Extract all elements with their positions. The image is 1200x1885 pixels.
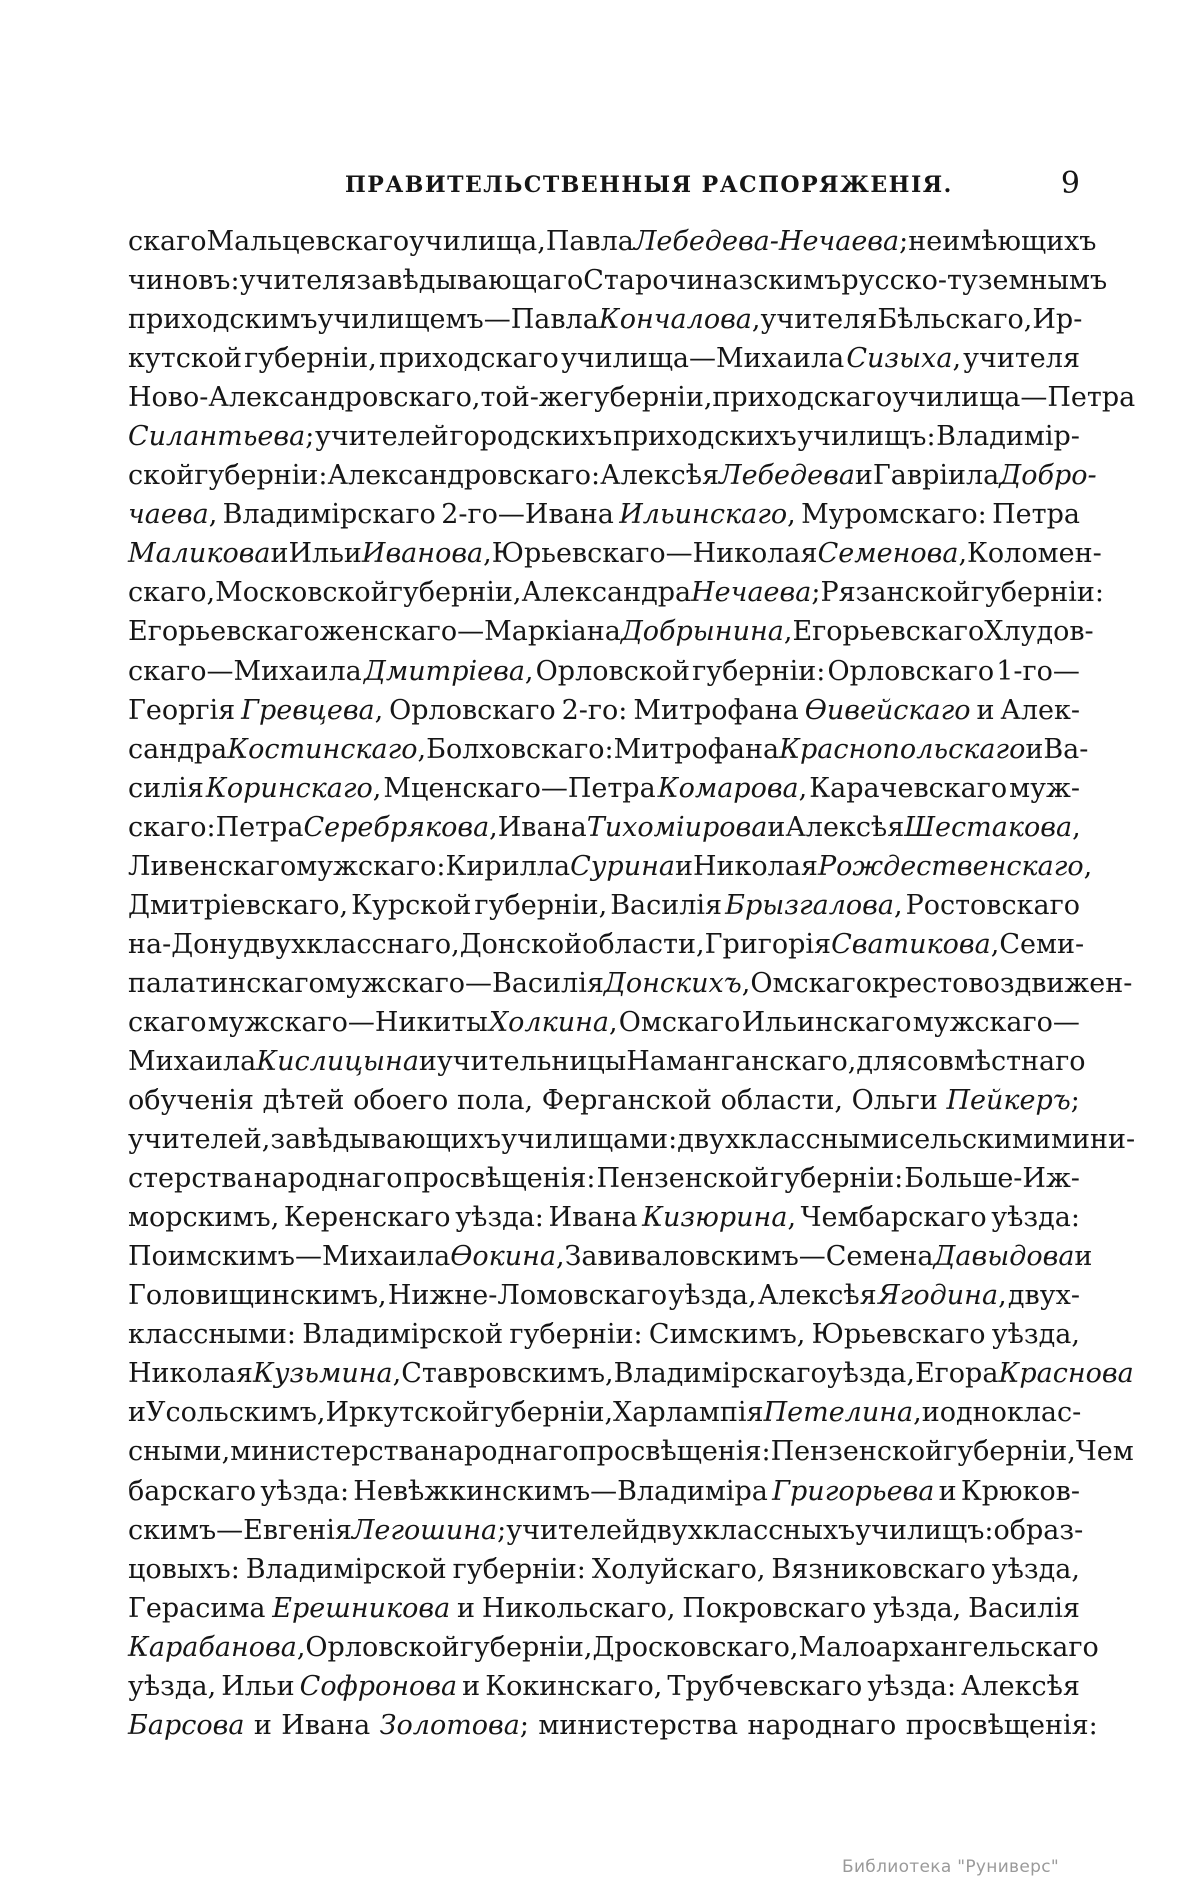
word: Ир- <box>1032 304 1083 336</box>
word: Карабанова, <box>128 1631 306 1663</box>
text-line <box>128 1706 1098 1745</box>
word: Александровскаго: <box>327 460 601 492</box>
word: уѣзда, <box>668 1280 757 1312</box>
word: Егорьевскаго <box>792 616 985 648</box>
word: образ- <box>993 1514 1084 1546</box>
text-line <box>128 1081 1080 1120</box>
word: Гавріила <box>872 460 1000 492</box>
word: обоего <box>353 1085 449 1117</box>
word: приходскимъ <box>128 304 318 336</box>
text-line <box>128 1589 1080 1628</box>
word: Ильинскаго <box>741 1006 912 1038</box>
text-line <box>128 417 1080 456</box>
word: совмѣстнаго <box>907 1045 1086 1077</box>
word: Мценскаго—Петра <box>383 772 656 804</box>
word: морскимъ, <box>128 1202 280 1234</box>
word: Омскаго <box>618 1006 741 1038</box>
word: Софронова <box>299 1670 458 1702</box>
text-line <box>128 495 1080 534</box>
word: Павла <box>545 226 634 257</box>
word: чаева, <box>128 499 218 531</box>
text-line <box>128 1003 1080 1042</box>
word: Өокина, <box>450 1241 565 1273</box>
word: палатинскаго <box>128 967 325 999</box>
word: губерніи, <box>459 1631 593 1663</box>
word: учителя <box>963 343 1080 375</box>
word: Ивана <box>497 811 587 843</box>
text-line <box>128 1198 1080 1237</box>
text-line <box>128 1315 1080 1354</box>
word: Николая <box>693 850 818 882</box>
word: Орловской <box>535 655 690 687</box>
word: Муромскаго: <box>801 499 987 531</box>
word: Кизюрина, <box>642 1202 797 1234</box>
word: Алексѣя <box>757 1280 877 1312</box>
word: крестовоздвижен- <box>871 967 1133 999</box>
word: Ивана <box>281 1709 371 1741</box>
word: губерніи, <box>388 577 522 609</box>
text-line <box>128 730 1089 769</box>
word: Владимірскаго <box>222 499 436 531</box>
text-line <box>128 1472 1080 1511</box>
word: Лебедева-Нечаева; <box>633 226 909 257</box>
word: Добрынина, <box>620 616 793 648</box>
word: губерніи: <box>194 460 328 492</box>
word: Пензенской <box>596 1163 769 1195</box>
word: и <box>767 811 786 843</box>
word: училища—Михаила <box>560 343 845 375</box>
word: губерніи, <box>943 1436 1076 1468</box>
word: скимъ—Евгенія <box>128 1514 352 1546</box>
word: Ивана <box>548 1202 638 1234</box>
word: Кирилла <box>445 850 571 882</box>
text-line <box>128 886 1080 925</box>
word: Ильи <box>288 538 362 570</box>
word: обученія <box>128 1085 254 1117</box>
text-line <box>128 573 1105 612</box>
word: уѣзда, <box>991 1553 1080 1585</box>
word: Алексѣя <box>600 460 720 492</box>
word: Больше-Иж- <box>904 1163 1080 1195</box>
page-header <box>130 168 1080 208</box>
word: Егорьевскаго <box>128 616 320 648</box>
word: дѣтей <box>262 1085 345 1117</box>
word: Кончалова, <box>598 304 761 336</box>
word: ской <box>128 460 195 492</box>
word: министерства <box>538 1709 739 1741</box>
word: Трубчевскаго <box>667 1670 863 1702</box>
text-line <box>128 964 1133 1003</box>
word: Омскаго <box>750 967 872 999</box>
word: и <box>938 1475 957 1507</box>
word: Герасима <box>128 1592 266 1624</box>
word: министерства <box>230 1436 430 1468</box>
word: классными: <box>128 1319 296 1351</box>
word: Силантьева; <box>128 421 315 453</box>
word: Ильинскаго, <box>619 499 796 531</box>
word: Чембарскаго <box>800 1202 987 1234</box>
word: учителя <box>239 265 357 297</box>
word: Александра <box>521 577 692 609</box>
word: уѣзда, <box>128 1670 217 1702</box>
word: завѣдывающихъ <box>270 1124 502 1156</box>
word: Комарова, <box>657 772 808 804</box>
word: Ва- <box>1043 733 1089 765</box>
word: Юрьевскаго <box>811 1319 986 1351</box>
word: губерніи, <box>480 1397 614 1429</box>
word: уѣзда: <box>260 1475 350 1507</box>
word: 2-го—Ивана <box>441 499 614 531</box>
word: и <box>1025 733 1044 765</box>
word: Николая <box>128 1358 253 1390</box>
word: народнаго <box>253 1163 403 1195</box>
word: Никольскаго, <box>481 1592 676 1624</box>
word: чиновъ: <box>128 265 240 297</box>
word: Хлудов- <box>984 616 1094 648</box>
word: двух- <box>1007 1280 1080 1312</box>
text-line <box>128 1511 1084 1550</box>
word: Рождественскаго, <box>817 850 1093 882</box>
word: приходскаго <box>378 343 559 375</box>
word: Ольги <box>851 1085 938 1117</box>
word: Алексѣя <box>961 1670 1080 1702</box>
word: Семенова, <box>817 538 968 570</box>
word: Усольскимъ, <box>146 1397 326 1429</box>
word: женскаго—Маркіана <box>319 616 621 648</box>
word: неимѣющихъ <box>908 226 1097 257</box>
word: Керенскаго <box>283 1202 451 1234</box>
word: Легошина; <box>351 1514 507 1546</box>
word: Краснова <box>998 1358 1134 1390</box>
word: народнаго <box>747 1709 897 1741</box>
word: мужскаго—Василія <box>324 967 604 999</box>
word: Семи- <box>999 928 1085 960</box>
word: Орловскаго <box>389 694 556 726</box>
word: Дмитріевскаго, <box>128 889 349 921</box>
word: училищъ: <box>855 1514 994 1546</box>
text-line <box>128 691 1080 730</box>
word: Брызгалова, <box>725 889 903 921</box>
word: просвѣщенія: <box>905 1709 1098 1741</box>
word: той-же <box>480 382 580 414</box>
word: пола, <box>456 1085 534 1117</box>
word: и <box>976 694 995 726</box>
word: губерніи: <box>452 1553 586 1585</box>
word: губерніи, <box>244 343 377 375</box>
word: Кокинскаго, <box>485 1670 663 1702</box>
word: сными, <box>128 1436 231 1468</box>
word: Владимір- <box>936 421 1080 453</box>
word: Болховскаго: <box>426 733 614 765</box>
text-line <box>128 1393 1080 1432</box>
word: двухклассныхъ <box>640 1514 856 1546</box>
word: Старочиназскимъ <box>583 265 842 297</box>
word: скаго—Михаила <box>128 655 362 687</box>
word: Малоархангельскаго <box>798 1631 1099 1663</box>
word: Курской <box>351 889 472 921</box>
word: Дмитріева, <box>363 655 534 687</box>
word: Петра <box>992 499 1080 531</box>
word: училищами: <box>501 1124 678 1156</box>
word: Коломен- <box>967 538 1102 570</box>
text-line <box>128 1628 1099 1667</box>
word: мужскаго: <box>296 850 446 882</box>
word: Поимскимъ—Михаила <box>128 1241 451 1273</box>
word: Алексѣя <box>785 811 905 843</box>
word: Сизыха, <box>846 343 962 375</box>
word: Золотова; <box>379 1709 529 1741</box>
word: Ростовскаго <box>905 889 1080 921</box>
word: уѣзда, <box>991 1319 1080 1351</box>
word: Михаила <box>128 1045 257 1077</box>
word: Ливенскаго <box>128 850 297 882</box>
word: городскихъ <box>449 421 613 453</box>
word: губерніи: <box>769 1163 904 1195</box>
word: на-Дону <box>128 928 244 960</box>
word: русско-туземнымъ <box>841 265 1108 297</box>
word: кутской <box>128 343 242 375</box>
word: и <box>418 1045 437 1077</box>
word: мини- <box>1051 1124 1136 1156</box>
word: и <box>270 538 289 570</box>
word: муж- <box>1009 772 1080 804</box>
word: скаго: <box>128 811 216 843</box>
word: учителя <box>760 304 878 336</box>
word: двухклассными <box>677 1124 900 1156</box>
word: мужскаго— <box>912 1006 1080 1038</box>
word: просвѣщенія: <box>403 1163 596 1195</box>
word: двухкласснаго, <box>243 928 460 960</box>
text-line <box>128 378 1136 417</box>
word: училища—Петра <box>892 382 1136 414</box>
word: и <box>462 1670 481 1702</box>
word: Холкина, <box>488 1006 618 1038</box>
word: Коринскаго, <box>205 772 382 804</box>
word: Барсова <box>128 1709 245 1741</box>
word: 1-го— <box>996 655 1080 687</box>
running-title: ПРАВИТЕЛЬСТВЕННЫЯ РАСПОРЯЖЕНІЯ. <box>345 172 953 198</box>
word: Крюков- <box>960 1475 1080 1507</box>
word: Невѣжкинскимъ—Владиміра <box>353 1475 768 1507</box>
word: Ягодина, <box>877 1280 1007 1312</box>
word: Добро- <box>999 460 1097 492</box>
word: училищемъ—Павла <box>317 304 599 336</box>
word: Өивейскаго <box>804 694 971 726</box>
word: Мальцевскаго <box>206 226 410 257</box>
word: губерніи: <box>692 655 826 687</box>
word: Петра <box>215 811 304 843</box>
text-line <box>128 300 1083 339</box>
page-number: 9 <box>1060 166 1080 201</box>
word: Петелина, <box>763 1397 922 1429</box>
word: одноклас- <box>939 1397 1082 1429</box>
text-line <box>128 1276 1080 1315</box>
word: Василія <box>610 889 723 921</box>
word: Ерешникова <box>272 1592 451 1624</box>
word: Нечаева; <box>691 577 821 609</box>
text-line <box>128 1550 1080 1589</box>
word: Владимірской <box>245 1553 447 1585</box>
word: области, <box>582 928 705 960</box>
word: уѣзда: <box>991 1202 1080 1234</box>
word: и <box>1074 1241 1093 1273</box>
word: для <box>856 1045 908 1077</box>
word: мужскаго—Никиты <box>207 1006 488 1038</box>
word: Гревцева, <box>241 694 384 726</box>
word: Московской <box>215 577 389 609</box>
word: и <box>675 850 693 882</box>
word: Алек- <box>1000 694 1080 726</box>
word: губерніи: <box>509 1319 643 1351</box>
word: Владимірскаго <box>613 1358 827 1390</box>
word: Вязниковскаго <box>771 1553 986 1585</box>
word: Сватикова, <box>831 928 1000 960</box>
word: и <box>921 1397 940 1429</box>
word: учительницы <box>436 1045 627 1077</box>
text-line <box>128 1120 1136 1159</box>
word: народнаго <box>429 1436 579 1468</box>
word: приходскихъ <box>612 421 797 453</box>
text-line <box>128 1042 1086 1081</box>
word: Владимірской <box>302 1319 504 1351</box>
word: Серебрякова, <box>303 811 498 843</box>
word: сандра <box>128 733 228 765</box>
word: барскаго <box>128 1475 257 1507</box>
word: просвѣщенія: <box>578 1436 771 1468</box>
word: Георгія <box>128 694 236 726</box>
word: Ильи <box>221 1670 295 1702</box>
word: Кузьмина, <box>252 1358 402 1390</box>
word: стерства <box>128 1163 253 1195</box>
word: Завиваловскимъ—Семена <box>564 1241 934 1273</box>
text-line <box>128 339 1080 378</box>
word: учителей <box>506 1514 641 1546</box>
library-watermark: Библиотека "Руниверс" <box>842 1857 1059 1877</box>
word: силія <box>128 772 204 804</box>
word: Наманганскаго, <box>626 1045 857 1077</box>
word: Пейкеръ; <box>946 1085 1080 1117</box>
word: Григорія <box>704 928 832 960</box>
word: Ферганской <box>541 1085 712 1117</box>
text-line <box>128 808 1080 847</box>
word: и <box>253 1709 272 1741</box>
text-line <box>128 456 1097 495</box>
word: и <box>854 460 873 492</box>
word: Карачевскаго <box>809 772 1008 804</box>
word: Костинскаго, <box>227 733 427 765</box>
word: уѣзда, <box>873 1592 962 1624</box>
word: и <box>457 1592 476 1624</box>
word: Нижне-Ломовскаго <box>387 1280 668 1312</box>
word: скаго, <box>128 577 216 609</box>
word: Дросковскаго, <box>592 1631 799 1663</box>
text-line <box>128 847 1093 886</box>
body-text <box>128 222 1136 1745</box>
word: Орловскаго <box>827 655 995 687</box>
word: Харлампія <box>613 1397 764 1429</box>
word: учителей, <box>128 1124 271 1156</box>
text-line <box>128 1432 1134 1471</box>
word: учителей <box>314 421 449 453</box>
text-line <box>128 1354 1134 1393</box>
word: Холуйскаго, <box>591 1553 766 1585</box>
word: приходскаго <box>712 382 893 414</box>
word: цовыхъ: <box>128 1553 240 1585</box>
word: Иванова, <box>361 538 492 570</box>
word: 2-го: <box>561 694 628 726</box>
word: Юрьевскаго—Николая <box>491 538 818 570</box>
word: училища, <box>409 226 546 257</box>
text-line <box>128 769 1080 808</box>
word: скаго <box>128 1006 207 1038</box>
text-line <box>128 1237 1093 1276</box>
word: Григорьева <box>772 1475 935 1507</box>
word: завѣдывающаго <box>356 265 584 297</box>
word: Кислицына <box>256 1045 419 1077</box>
word: Митрофана <box>633 694 799 726</box>
text-line <box>128 652 1080 691</box>
word: скаго <box>128 226 207 257</box>
word: Маликова <box>128 538 271 570</box>
text-line <box>128 1667 1080 1706</box>
word: сельскими <box>899 1124 1052 1156</box>
word: уѣзда, <box>826 1358 915 1390</box>
word: уѣзда: <box>455 1202 544 1234</box>
word: училищъ: <box>797 421 936 453</box>
word: Ново-Александровскаго, <box>128 382 481 414</box>
word: Орловской <box>305 1631 460 1663</box>
word: Рязанской <box>820 577 971 609</box>
word: губерніи: <box>970 577 1105 609</box>
word: уѣзда: <box>867 1670 957 1702</box>
word: Тихоміирова <box>586 811 768 843</box>
word: губерніи, <box>579 382 713 414</box>
word: Василія <box>968 1592 1080 1624</box>
word: Митрофана <box>613 733 780 765</box>
text-line <box>128 1159 1080 1198</box>
word: Иркутской <box>325 1397 481 1429</box>
word: Чем <box>1075 1436 1134 1468</box>
text-line <box>128 612 1094 651</box>
word: Давыдова <box>933 1241 1075 1273</box>
text-line <box>128 222 1097 261</box>
word: губерніи, <box>474 889 608 921</box>
word: Донскихъ, <box>603 967 751 999</box>
word: Донской <box>459 928 583 960</box>
word: Покровскаго <box>682 1592 867 1624</box>
text-line <box>128 261 1108 300</box>
word: Шестакова, <box>904 811 1081 843</box>
word: Егора <box>914 1358 999 1390</box>
word: Краснопольскаго <box>779 733 1026 765</box>
word: Сурина <box>570 850 675 882</box>
word: области, <box>720 1085 843 1117</box>
word: и <box>128 1397 146 1429</box>
word: Ставровскимъ, <box>401 1358 614 1390</box>
text-line <box>128 534 1102 573</box>
word: Симскимъ, <box>648 1319 806 1351</box>
word: Лебедева <box>719 460 855 492</box>
text-line <box>128 925 1085 964</box>
word: Бѣльскаго, <box>877 304 1033 336</box>
word: Головищинскимъ, <box>128 1280 387 1312</box>
word: Пензенской <box>770 1436 944 1468</box>
